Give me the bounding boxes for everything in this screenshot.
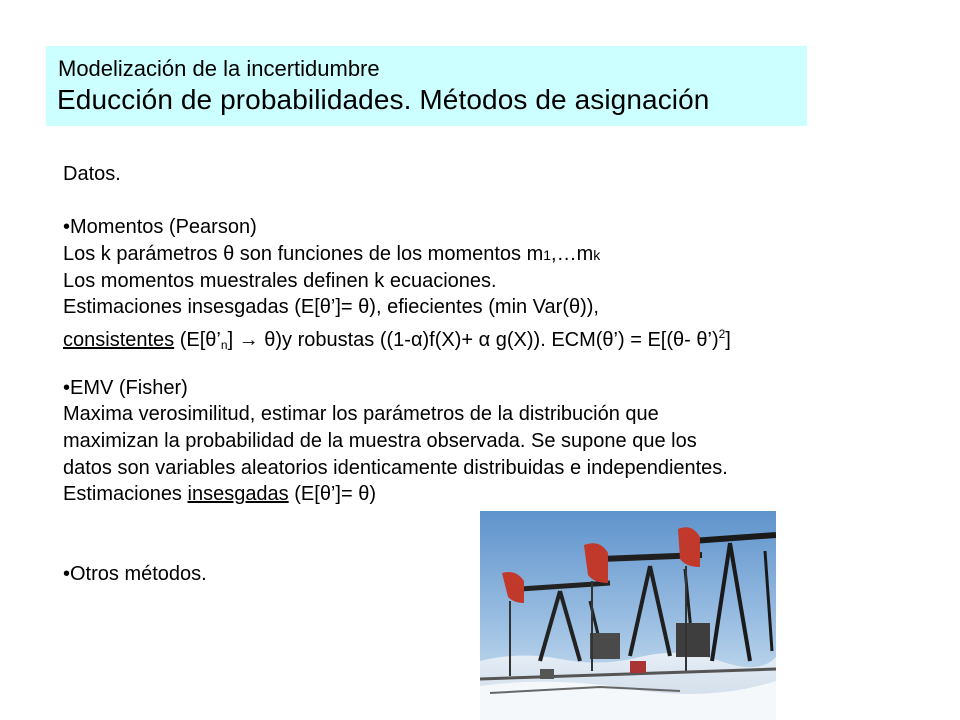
momentos-line-1: Los k parámetros θ son funciones de los momentos m1,…mk	[63, 243, 601, 266]
momentos-line-4: consistentes $(E[\theta’_n] \to \theta)y$ robustas ((1-α)f(X)+ α g(X)). ECM(θ’) = E[(θ- θ’)$^2$]	[63, 327, 731, 353]
slide-title: Educción de probabilidades. Métodos de asignación	[57, 84, 710, 115]
consistentes-term: consistentes	[63, 329, 175, 352]
emv-line-4: Estimaciones insesgadas (E[θ’]= θ)	[63, 483, 376, 506]
emv-line-1: Maxima verosimilitud, estimar los parámetros de la distribución que	[63, 403, 659, 426]
alpha-symbol: α	[410, 329, 423, 352]
oil-pumpjacks-photo	[480, 511, 776, 720]
datos-heading: Datos.	[63, 163, 121, 185]
momentos-heading: •Momentos (Pearson)	[63, 216, 257, 239]
momentos-line-2: Los momentos muestrales definen k ecuaciones.	[63, 269, 497, 292]
insesgadas-term: insesgadas	[187, 483, 289, 506]
slide-subtitle: Modelización de la incertidumbre	[58, 56, 380, 81]
emv-heading: •EMV (Fisher)	[63, 376, 188, 399]
otros-heading: •Otros métodos.	[63, 563, 207, 586]
theta-symbol: θ	[223, 243, 235, 266]
emv-line-3: datos son variables aleatorios identicamente distribuidas e independientes.	[63, 456, 728, 479]
emv-line-2: maximizan la probabilidad de la muestra observada. Se supone que los	[63, 429, 697, 452]
title-box	[46, 46, 807, 126]
momentos-line-3: Estimaciones insesgadas (E[θ’]= θ), efiecientes (min Var(θ)),	[63, 296, 599, 319]
